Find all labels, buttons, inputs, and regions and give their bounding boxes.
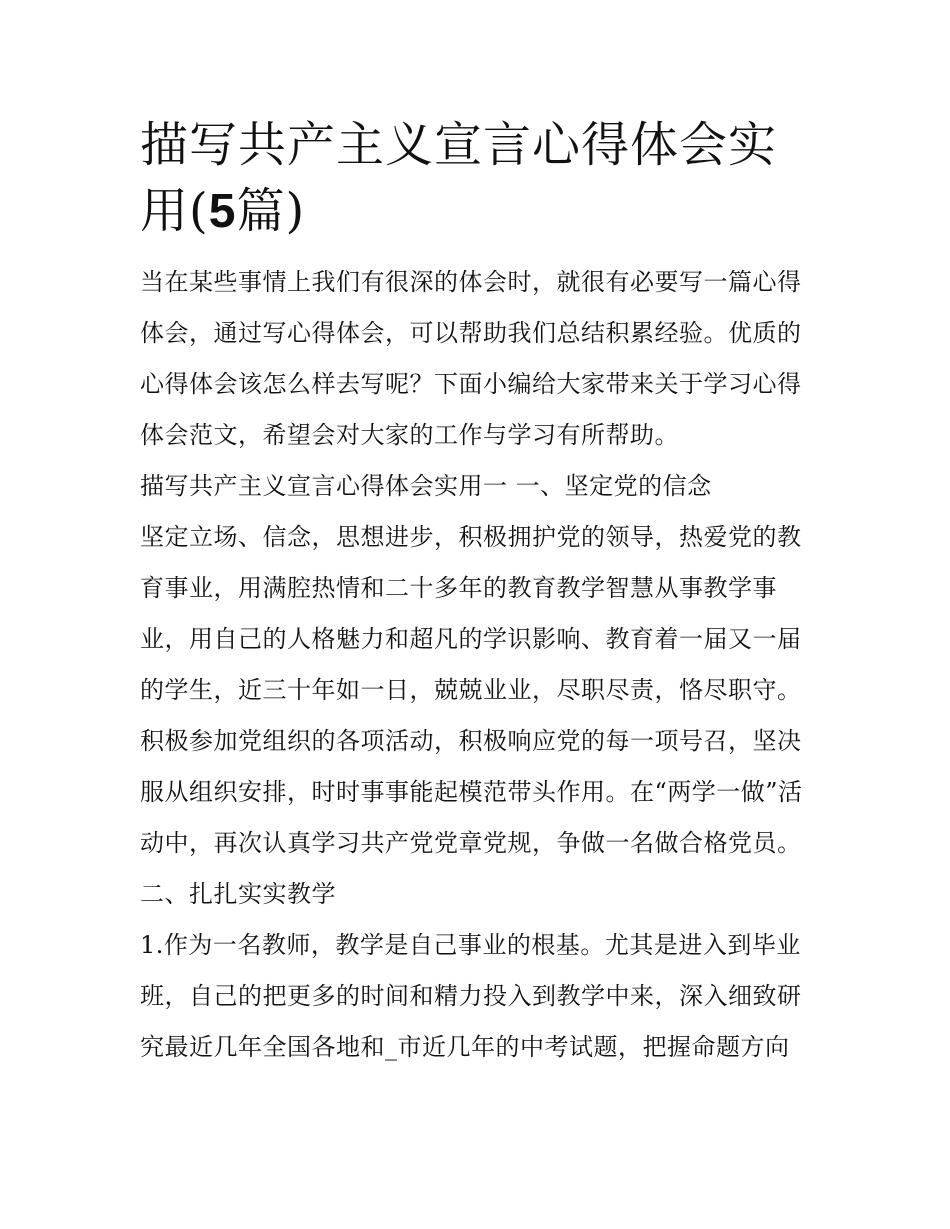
section-heading-1: 描写共产主义宣言心得体会实用一 一、坚定党的信念 [140,472,712,500]
intro-paragraph: 当在某些事情上我们有很深的体会时，就很有必要写一篇心得体会，通过写心得体会，可以帮助我们总结积累经验。优质的心得体会该怎么样去写呢？下面小编给大家带来关于学习心得体会范文，希望会对大家的工作与学习有所帮助。 [140,268,802,449]
section-heading-2: 二、扎扎实实教学 [140,880,336,908]
document-title [140,112,820,245]
body-paragraph-1: 坚定立场、信念，思想进步，积极拥护党的领导，热爱党的教育事业，用满腔热情和二十多年的教育教学智慧从事教学事业，用自己的人格魅力和超凡的学识影响、教育着一届又一届的学生，近三十年如一日，兢兢业业，尽职尽责，恪尽职守。积极参加党组织的各项活动，积极响应党的每一项号召，坚决服从组织安排，时时事事能起模范带头作用。在“两学一做”活动中，再次认真学习共产党党章党规，争做一名做合格党员。 [140,523,803,857]
title-suffix: 篇) [236,183,306,239]
body-paragraph-2: 1.作为一名教师，教学是自己事业的根基。尤其是进入到毕业班，自己的把更多的时间和精力投入到教学中来，深入细致研究最近几年全国各地和_市近几年的中考试题，把握命题方向 [140,931,802,1061]
title-number: 5 [208,185,237,238]
title-text: 描写共产主义宣言心得体会实用( [140,117,778,239]
document-page [140,112,820,1073]
